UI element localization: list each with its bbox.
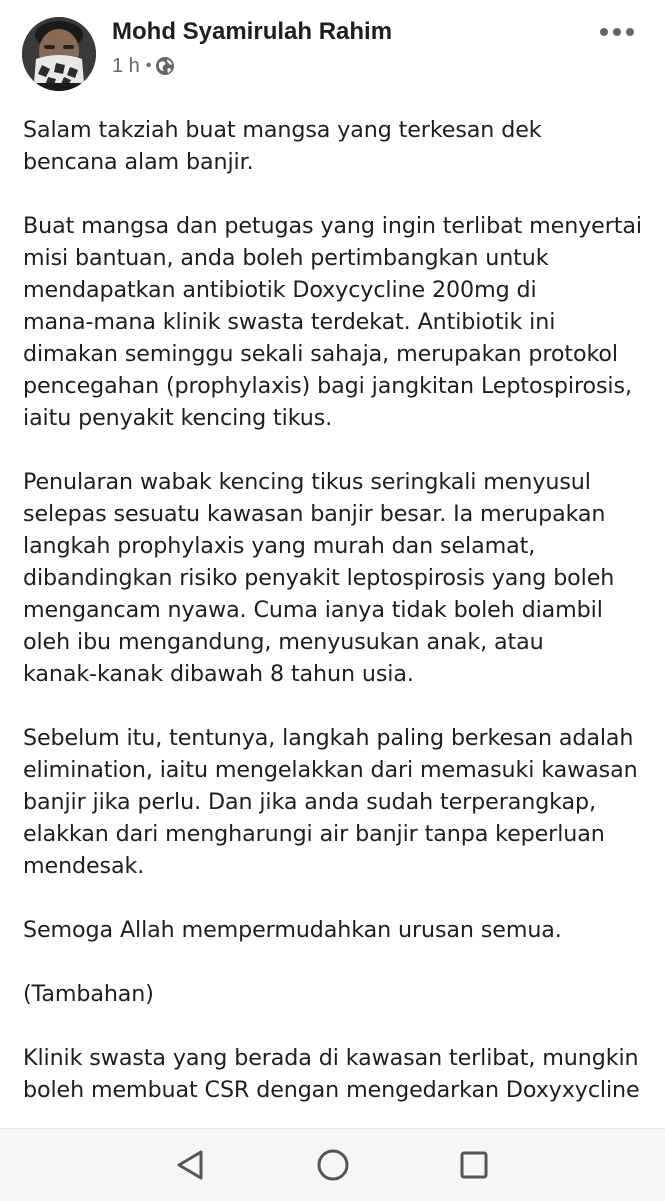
home-button[interactable] xyxy=(315,1147,351,1183)
recents-square-icon xyxy=(459,1150,489,1180)
author-name[interactable]: Mohd Syamirulah Rahim xyxy=(112,18,393,45)
post-time[interactable]: 1 h xyxy=(112,54,140,77)
author-avatar[interactable] xyxy=(22,17,96,91)
post-paragraph: Salam takziah buat mangsa yang terkesan dek bencana alam banjir. xyxy=(23,117,542,175)
post-body xyxy=(23,114,655,1124)
post-paragraph: Semoga Allah mempermudahkan urusan semua. xyxy=(23,917,562,943)
recents-button[interactable] xyxy=(456,1147,492,1183)
post-meta xyxy=(112,54,175,78)
back-triangle-icon xyxy=(175,1149,205,1181)
post-paragraph: Sebelum itu, tentunya, langkah paling berkesan adalah elimination, iaitu mengelakkan dari memasuki kawasan banjir jika perlu. Dan jika anda sudah terperangkap, elakkan dari mengharungi air banjir tanpa keperluan mendesak. xyxy=(23,725,638,879)
more-options-button[interactable] xyxy=(595,20,639,44)
post-paragraph: (Tambahan) xyxy=(23,981,154,1007)
android-navigation-bar xyxy=(0,1128,665,1201)
post-paragraph: Buat mangsa dan petugas yang ingin terlibat menyertai misi bantuan, anda boleh pertimbangkan untuk mendapatkan antibiotik Doxycycline 200mg di mana-mana klinik swasta terdekat. Antibiotik ini dimakan seminggu sekali sahaja, merupakan protokol pencegahan (prophylaxis) bagi jangkitan Leptospirosis, iaitu penyakit kencing tikus. xyxy=(23,213,642,431)
post-paragraph: Penularan wabak kencing tikus seringkali menyusul selepas sesuatu kawasan banjir besar. Ia merupakan langkah prophylaxis yang murah dan selamat, dibandingkan risiko penyakit leptospirosis yang boleh mengancam nyawa. Cuma ianya tidak boleh diambil oleh ibu mengandung, menyusukan anak, atau kanak-kanak dibawah 8 tahun usia. xyxy=(23,469,615,687)
meta-separator: • xyxy=(145,57,152,74)
home-circle-icon xyxy=(316,1148,350,1182)
post-paragraph: Klinik swasta yang berada di kawasan terlibat, mungkin boleh membuat CSR dengan mengedarkan Doxyxycline xyxy=(23,1045,640,1103)
back-button[interactable] xyxy=(172,1147,208,1183)
globe-icon[interactable] xyxy=(155,56,175,76)
post-header xyxy=(0,0,665,100)
avatar-photo-icon xyxy=(22,17,96,91)
more-options-icon xyxy=(599,27,635,37)
